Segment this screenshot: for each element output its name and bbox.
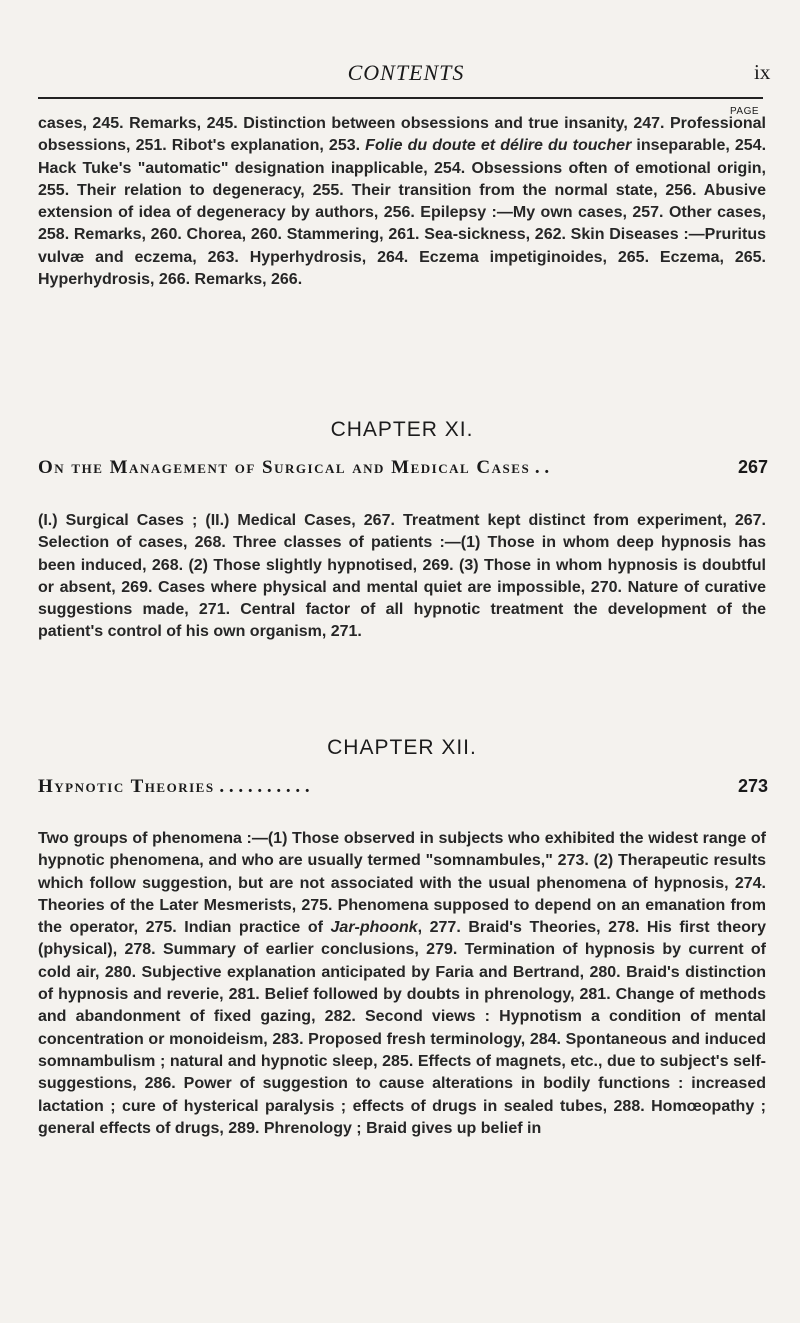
italic-segment: Folie du doute et délire du toucher bbox=[365, 137, 632, 155]
page-number: ix bbox=[754, 60, 771, 84]
chapter-xi-title bbox=[38, 457, 766, 479]
intro-paragraph bbox=[38, 113, 766, 291]
header-rule bbox=[38, 97, 763, 99]
chapter-xi-page: 267 bbox=[737, 457, 768, 477]
chapter-xi-summary bbox=[38, 510, 766, 644]
running-head-title: CONTENTS bbox=[347, 60, 465, 85]
dot-leader: . . . . . . . . . . bbox=[214, 776, 310, 797]
text-segment: inseparable, 254. Hack Tuke's "automatic" designation inapplicable, 254. Obsessions often of emotional origin, 255. Their relation to degeneracy, 255. Their transition from the normal state, 256. Abusive extension of idea of degeneracy by authors, 256. Epilepsy :—My own cases, 257. Other cases, 258. Remarks, 260. Chorea, 260. Stammering, 261. Sea-sickness, 262. Skin Diseases :—Pruritus vulvæ and eczema, 263. Hyperhydrosis, 264. Eczema impetiginoides, 265. Eczema, 265. Hyperhydrosis, 266. Remarks, 266. bbox=[38, 137, 767, 289]
page-column-label: PAGE bbox=[730, 106, 760, 117]
chapter-xi-heading: CHAPTER XI. bbox=[330, 418, 474, 441]
italic-segment: Jar-phoonk bbox=[330, 919, 418, 937]
chapter-xii-page: 273 bbox=[737, 776, 768, 796]
text-segment: cases, 245. Remarks, 245. Distinction between obsessions and true insanity, 247. Professional obsessions, 251. Ribot's explanation, 253. bbox=[38, 115, 766, 155]
text-segment: Two groups of phenomena :—(1) Those observed in subjects who exhibited the widest range of hypnotic phenomena, and who are usually termed "somnambules," 273. (2) Therapeutic results which follow suggestion, but are not associated with the usual phenomena of hypnosis, 274. Theories of the Later Mesmerists, 275. Phenomena supposed to depend on an emanation from the operator, 275. Indian practice of bbox=[38, 830, 766, 937]
dot-leader: . . bbox=[530, 457, 550, 478]
chapter-xii-title bbox=[38, 776, 766, 798]
text-segment: , 277. Braid's Theories, 278. His first theory (physical), 278. Summary of earlier conclusions, 279. Termination of hypnosis by current of cold air, 280. Subjective explanation anticipated by Faria and Bertrand, 280. Braid's distinction of hypnosis and reverie, 281. Belief followed by doubts in phrenology, 281. Change of methods and abandonment of fixed gazing, 282. Second views : Hypnotism a condition of mental concentration or monoideism, 283. Proposed fresh terminology, 284. Spontaneous and induced somnambulism ; natural and hypnotic sleep, 285. Effects of magnets, etc., due to subject's self-suggestions, 286. Power of suggestion to cause alterations in bodily functions : increased lactation ; cure of hysterical paralysis ; effects of drugs in sealed tubes, 288. Homœopathy ; general effects of drugs, 289. Phrenology ; Braid gives up belief in bbox=[38, 919, 766, 1137]
chapter-xii-summary bbox=[38, 828, 766, 1140]
chapter-title-text: On the Management of Surgical and Medical Cases bbox=[38, 457, 531, 478]
text-segment: (I.) Surgical Cases ; (II.) Medical Cases, 267. Treatment kept distinct from experiment, 267. Selection of cases, 268. Three classes of patients :—(1) Those in whom deep hypnosis has been induced, 268. (2) Those slightly hypnotised, 269. (3) Those in whom hypnosis is doubtful or absent, 269. Cases where physical and mental quiet are impossible, 270. Nature of curative suggestions made, 271. Central factor of all hypnotic treatment the development of the patient's control of his own organism, 271. bbox=[38, 512, 766, 641]
chapter-xii-heading: CHAPTER XII. bbox=[327, 736, 477, 759]
chapter-title-text: Hypnotic Theories bbox=[38, 776, 215, 797]
